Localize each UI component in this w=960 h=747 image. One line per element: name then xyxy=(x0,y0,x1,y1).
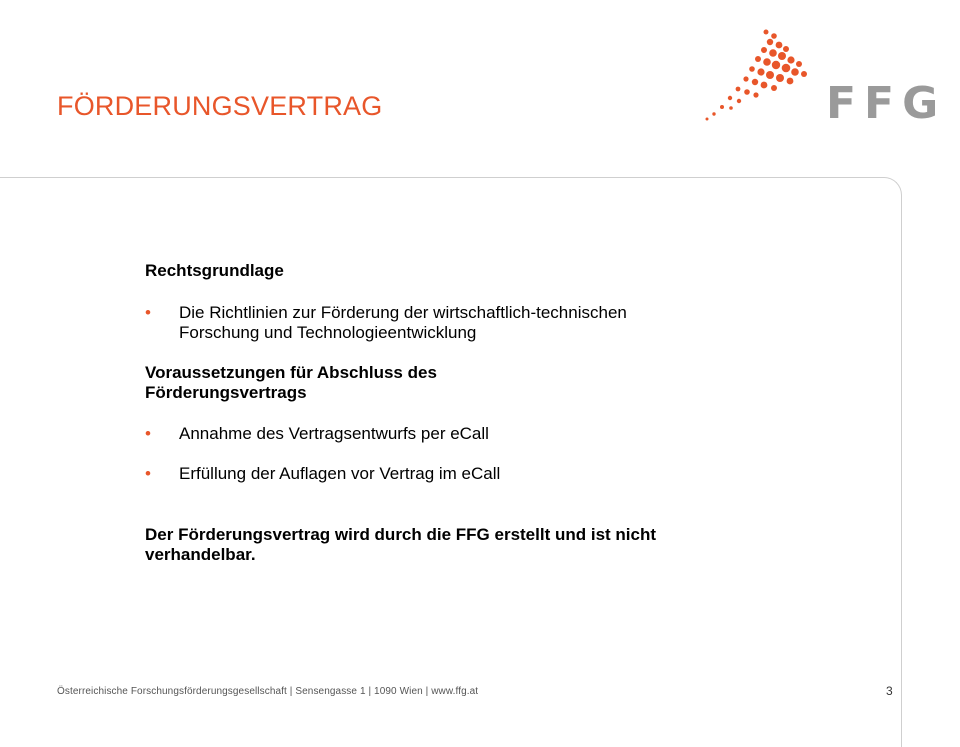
page-number: 3 xyxy=(886,684,893,698)
heading-voraussetzungen: Voraussetzungen für Abschluss des Förderungsvertrags xyxy=(145,363,437,402)
footer-text: Österreichische Forschungsförderungsgesellschaft | Sensengasse 1 | 1090 Wien | www.ffg.at xyxy=(57,686,479,697)
content-frame xyxy=(0,177,902,747)
bullet-icon: • xyxy=(145,303,151,322)
bullet-icon: • xyxy=(145,424,151,443)
closing-statement: Der Förderungsvertrag wird durch die FFG erstellt und ist nicht verhandelbar. xyxy=(145,525,657,564)
heading-rechtsgrundlage: Rechtsgrundlage xyxy=(145,261,284,280)
bullet-item xyxy=(145,424,489,444)
ffg-logo xyxy=(700,26,947,129)
bullet-text: Annahme des Vertragsentwurfs per eCall xyxy=(179,424,489,443)
bullet-item xyxy=(145,303,685,343)
bullet-text: Erfüllung der Auflagen vor Vertrag im eCall xyxy=(179,464,501,483)
bullet-text: Die Richtlinien zur Förderung der wirtschaftlich-technischen Forschung und Technologieentwicklung xyxy=(179,303,627,342)
bullet-icon: • xyxy=(145,464,151,483)
logo-text: FFG xyxy=(826,78,947,129)
bullet-item xyxy=(145,464,500,484)
ffg-logo-dots-icon xyxy=(700,26,820,126)
slide-title: FÖRDERUNGSVERTRAG xyxy=(57,91,383,121)
